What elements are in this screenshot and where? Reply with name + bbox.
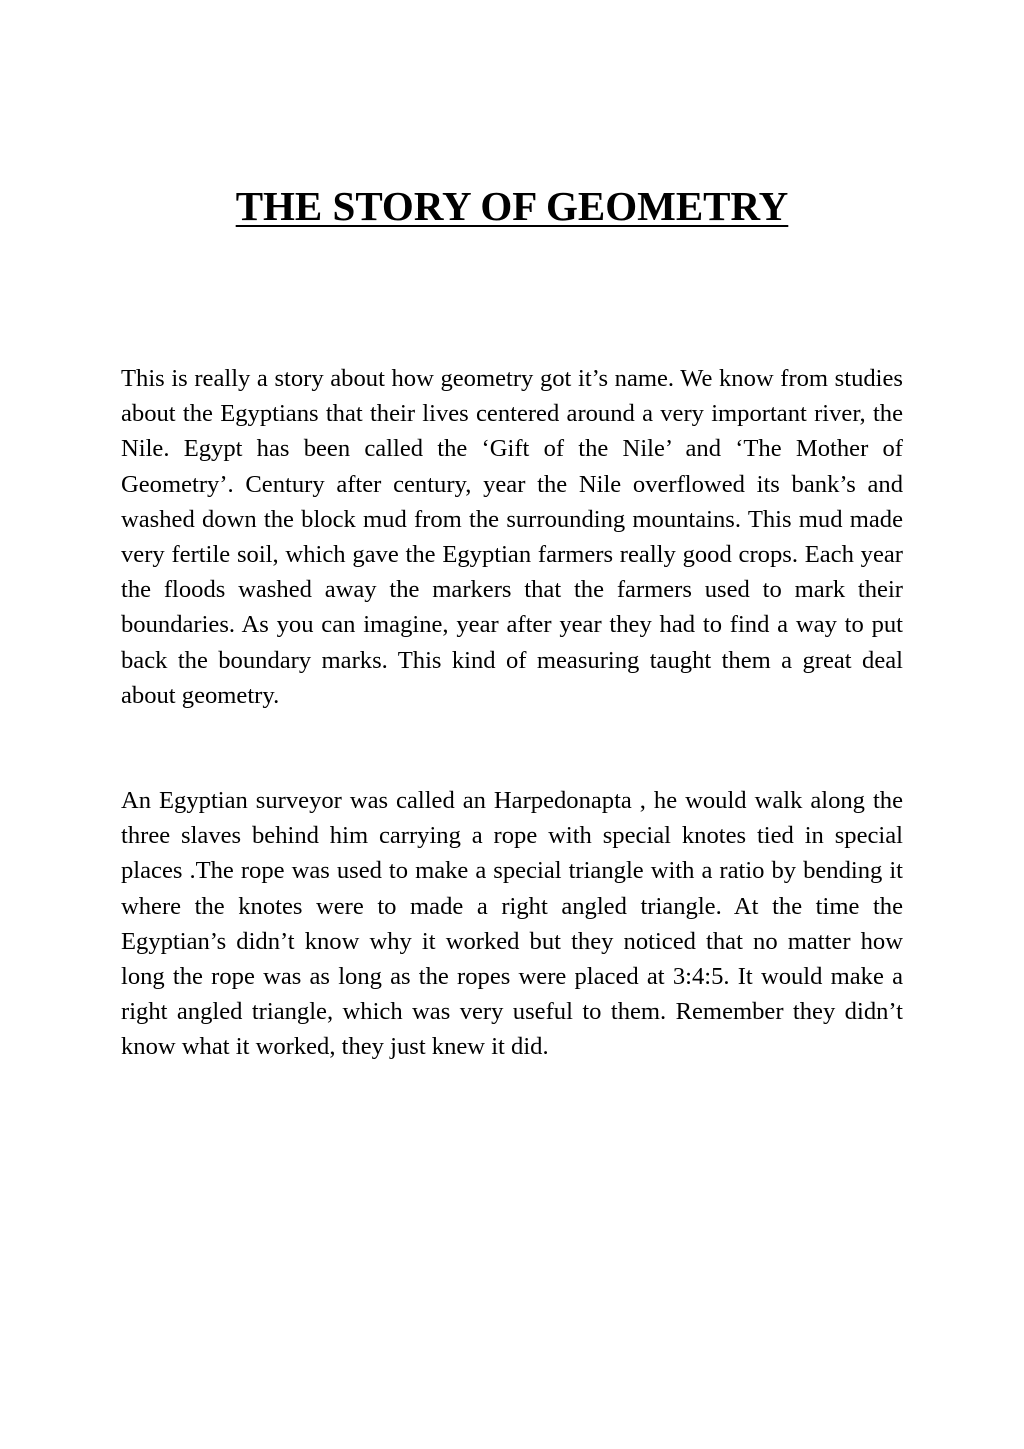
page-title [0,182,1024,230]
page-title-text: THE STORY OF GEOMETRY [235,183,789,229]
paragraph-2: An Egyptian surveyor was called an Harpedonapta , he would walk along the three slaves behind him carrying a rope with special knotes tied in special places .The rope was used to make a special triangle with a ratio by bending it where the knotes were to made a right angled triangle. At the time the Egyptian’s didn’t know why it worked but they noticed that no matter how long the rope was as long as the ropes were placed at 3:4:5. It would make a right angled triangle, which was very useful to them. Remember they didn’t know what it worked, they just knew it did. [121,787,903,1061]
paragraph-1: This is really a story about how geometry got it’s name. We know from studies about the Egyptians that their lives centered around a very important river, the Nile. Egypt has been called the ‘Gift of the Nile’ and ‘The Mother of Geometry’. Century after century, year the Nile overflowed its bank’s and washed down the block mud from the surrounding mountains. This mud made very fertile soil, which gave the Egyptian farmers really good crops. Each year the floods washed away the markers that the farmers used to mark their boundaries. As you can imagine, year after year they had to find a way to put back the boundary marks. This kind of measuring taught them a great deal about geometry. [121,365,903,709]
